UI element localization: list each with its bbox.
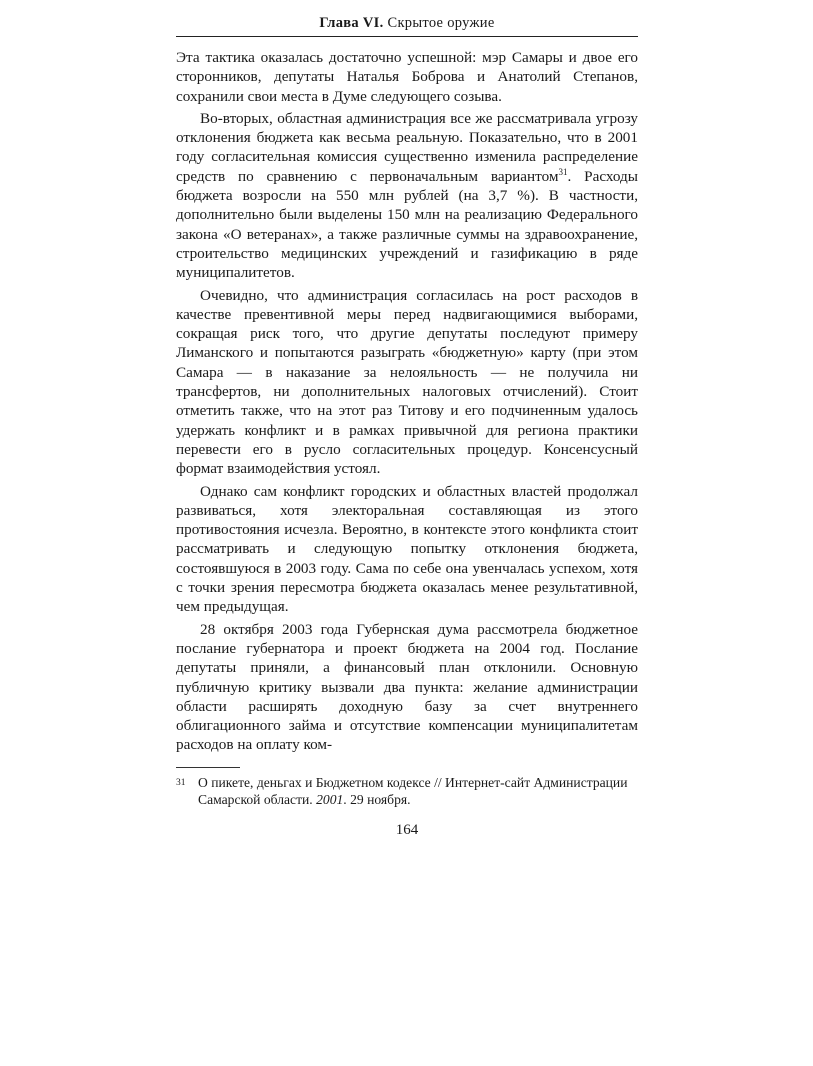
- footnote-31: [176, 774, 638, 808]
- footnote-number: 31: [176, 777, 186, 788]
- footnote-text: [198, 774, 638, 808]
- paragraph-2-end: . Расходы бюджета возросли на 550 млн рублей (на 3,7 %). В частности, дополнительно были выделены 150 млн на реализацию Федерального закона «О ветеранах», а также различные суммы на здравоохранение, строительство медицинских учреждений и газификацию в ряде муниципалитетов.: [176, 167, 638, 282]
- footnote-text-start: О пикете, деньгах и Бюджетном кодексе // Интернет-сайт Администрации Самарской области.: [198, 774, 628, 807]
- paragraph-2-start: Во-вторых, областная администрация все же рассматривала угрозу отклонения бюджета как весьма реальную. Показательно, что в 2001 году согласительная комиссия существенно изменила распределение средств по сравнению с первоначальным вариантом: [176, 109, 638, 185]
- chapter-label: Глава VI.: [319, 15, 384, 31]
- paragraph-3: Очевидно, что администрация согласилась на рост расходов в качестве превентивной меры перед надвигающимися выборами, сокращая риск того, что другие депутаты последуют примеру Лиманского и попытаются разыграть «бюджетную» карту (при этом Самара — в наказание за нелояльность — не получила ни трансфертов, ни дополнительных налоговых отчислений). Стоит отметить также, что на этот раз Титову и его подчиненным удалось удержать конфликт и в рамках привычной для региона практики перевести его в русло согласительных процедур. Консенсусный формат взаимодействия устоял.: [176, 286, 638, 478]
- paragraph-1: Эта тактика оказалась достаточно успешной: мэр Самары и двое его сторонников, депутаты Наталья Боброва и Анатолий Степанов, сохранили свои места в Думе следующего созыва.: [176, 49, 638, 105]
- paragraph-2: [176, 109, 638, 283]
- footnote-year: 2001: [316, 791, 344, 807]
- page-number: 164: [395, 821, 419, 838]
- paragraph-5: 28 октября 2003 года Губернская дума рассмотрела бюджетное послание губернатора и проект бюджета на 2004 год. Послание депутаты приняли, а финансовый план отклонили. Основную публичную критику вызвали два пункта: желание администрации области расширять доходную базу за счет внутреннего облигационного займа и отсутствие компенсации муниципалитетам расходов на оплату ком-: [176, 620, 638, 754]
- book-page: [176, 14, 638, 839]
- chapter-title: Скрытое оружие: [387, 15, 495, 31]
- footnote-divider: [176, 767, 240, 768]
- paragraph-4: Однако сам конфликт городских и областных властей продолжал развиваться, хотя электоральная составляющая из этого противостояния исчезла. Вероятно, в контексте этого конфликта стоит рассматривать и следующую попытку отклонения бюджета, состоявшуюся в 2003 году. Сама по себе она увенчалась успехом, хотя с точки зрения пересмотра бюджета оказалась менее результативной, чем предыдущая.: [176, 482, 638, 616]
- running-header: [176, 14, 638, 37]
- footnote-text-end: . 29 ноября.: [343, 791, 411, 807]
- footnote-ref-31[interactable]: 31: [558, 166, 568, 177]
